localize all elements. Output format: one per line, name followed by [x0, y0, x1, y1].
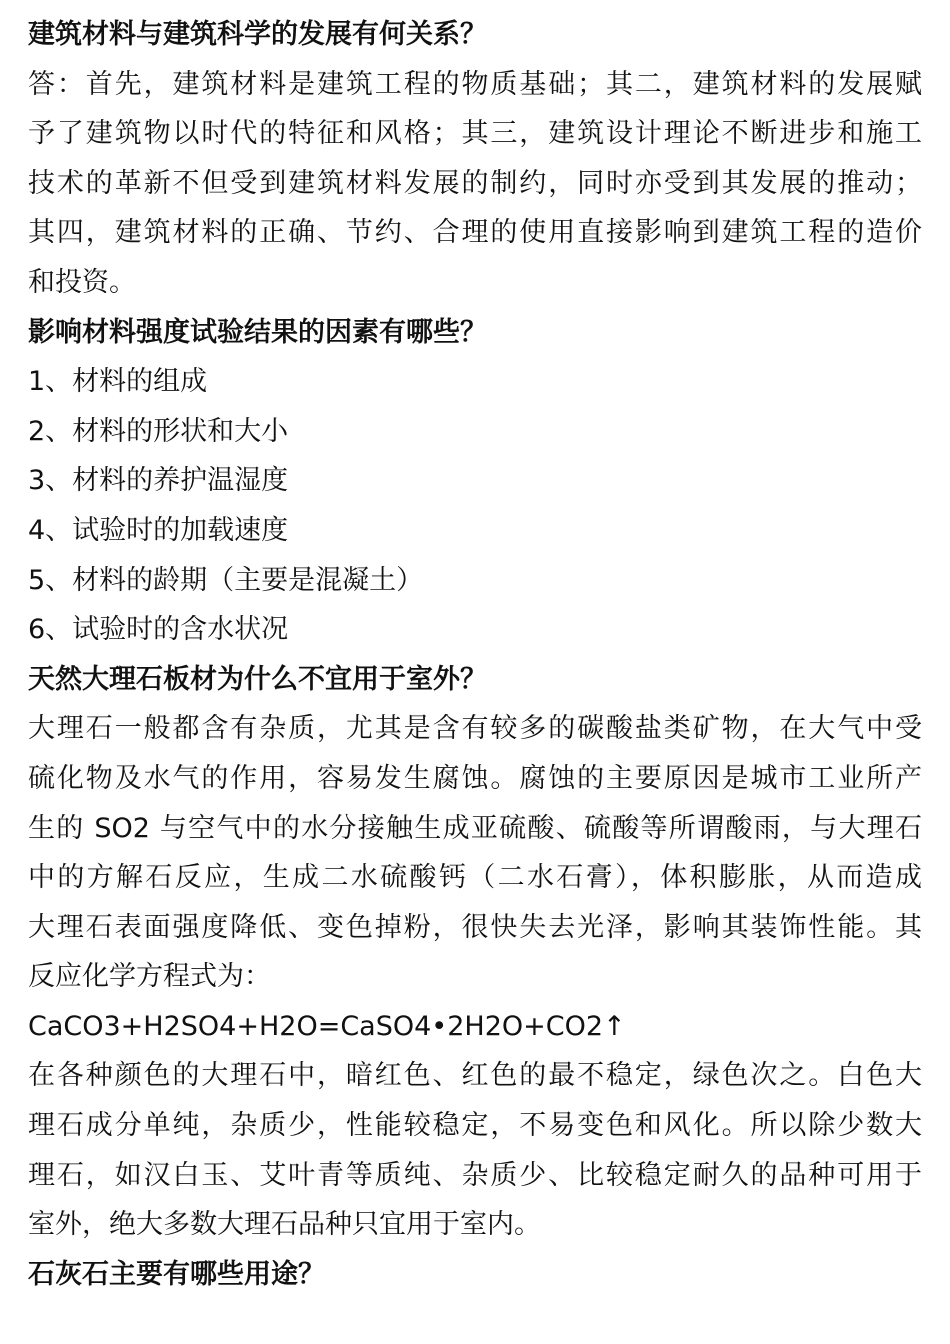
document-page — [28, 10, 922, 1299]
paragraph-line: 室外，绝大多数大理石品种只宜用于室内。 — [28, 1209, 541, 1241]
paragraph-line: 理石，如汉白玉、艾叶青等质纯、杂质少、比较稳定耐久的品种可用于 — [28, 1159, 922, 1191]
paragraph-line: 硫化物及水气的作用，容易发生腐蚀。腐蚀的主要原因是城市工业所产 — [28, 762, 922, 794]
answer-line: 技术的革新不但受到建筑材料发展的制约，同时亦受到其发展的推动； — [28, 167, 922, 199]
factor-list-item: 4、试验时的加载速度 — [28, 514, 289, 546]
question-heading-3: 天然大理石板材为什么不宜用于室外？ — [28, 663, 487, 695]
answer-line: 和投资。 — [28, 266, 136, 298]
paragraph-line: 生的 SO2 与空气中的水分接触生成亚硫酸、硫酸等所谓酸雨，与大理石 — [28, 812, 922, 844]
paragraph-line: 大理石表面强度降低、变色掉粉，很快失去光泽，影响其装饰性能。其 — [28, 911, 922, 943]
paragraph-line: 大理石一般都含有杂质，尤其是含有较多的碳酸盐类矿物，在大气中受 — [28, 713, 922, 745]
factor-list-item: 3、材料的养护温湿度 — [28, 465, 289, 497]
question-heading-4: 石灰石主要有哪些用途？ — [28, 1258, 325, 1290]
question-heading-2: 影响材料强度试验结果的因素有哪些？ — [28, 316, 487, 348]
answer-line: 予了建筑物以时代的特征和风格；其三，建筑设计理论不断进步和施工 — [28, 118, 922, 150]
paragraph-line: 中的方解石反应，生成二水硫酸钙（二水石膏），体积膨胀，从而造成 — [28, 862, 922, 894]
factor-list-item: 1、材料的组成 — [28, 366, 208, 398]
factor-list-item: 2、材料的形状和大小 — [28, 415, 289, 447]
answer-line: 其四，建筑材料的正确、节约、合理的使用直接影响到建筑工程的造价 — [28, 217, 922, 249]
chemical-equation: CaCO3+H2SO4+H2O=CaSO4•2H2O+CO2↑ — [28, 1010, 626, 1042]
factor-list-item: 6、试验时的含水状况 — [28, 614, 289, 646]
factor-list-item: 5、材料的龄期（主要是混凝土） — [28, 564, 424, 596]
question-heading-1: 建筑材料与建筑科学的发展有何关系？ — [28, 19, 487, 50]
paragraph-line: 在各种颜色的大理石中，暗红色、红色的最不稳定，绿色次之。白色大 — [28, 1060, 922, 1092]
paragraph-line: 反应化学方程式为： — [28, 961, 271, 993]
answer-line: 答：首先，建筑材料是建筑工程的物质基础；其二，建筑材料的发展赋 — [28, 68, 922, 100]
paragraph-line: 理石成分单纯，杂质少，性能较稳定，不易变色和风化。所以除少数大 — [28, 1110, 922, 1142]
